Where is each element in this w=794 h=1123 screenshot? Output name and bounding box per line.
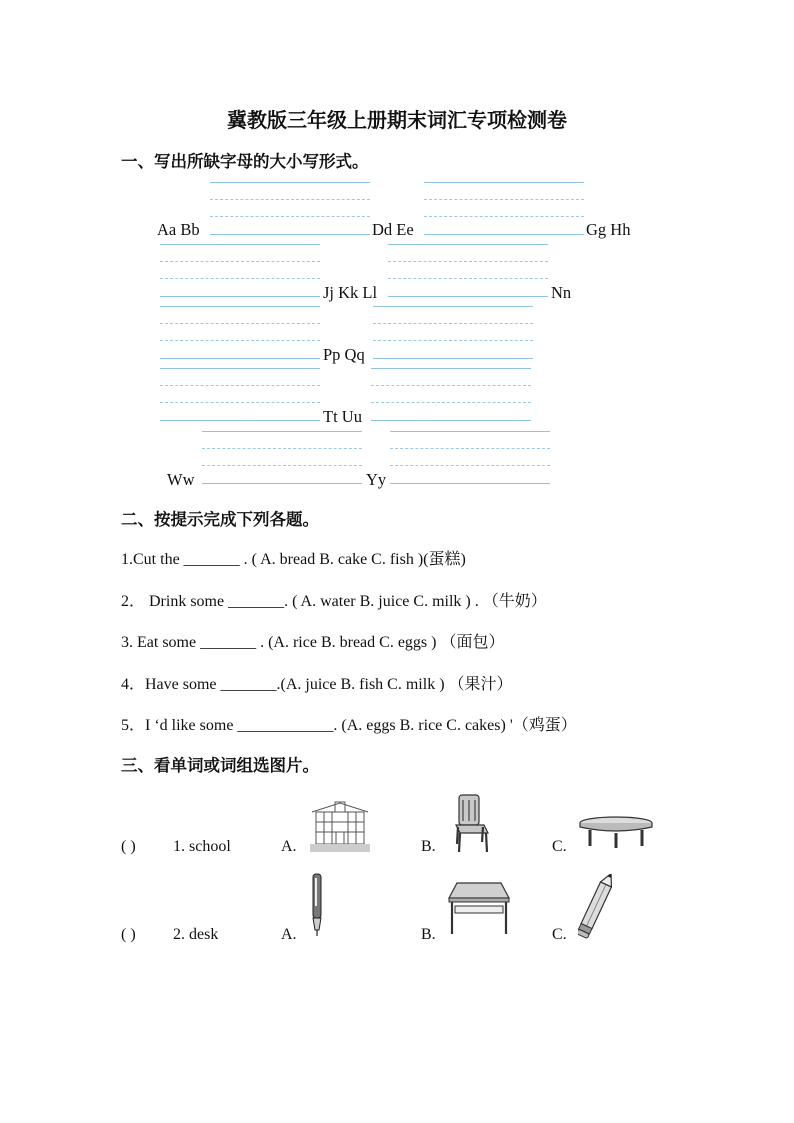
- writing-line-9[interactable]: [202, 431, 362, 485]
- word-desk: 2. desk: [173, 926, 219, 943]
- letters-yy: Yy: [366, 470, 387, 489]
- section-2-heading: 二、按提示完成下列各题。: [121, 510, 319, 529]
- option-a-label-2: A.: [281, 926, 297, 943]
- option-a-label: A.: [281, 838, 297, 855]
- writing-line-8[interactable]: [371, 368, 531, 422]
- question-4: 4．Have some _______.(A. juice B. fish C. milk ) （果汁）: [121, 676, 513, 693]
- chair-icon[interactable]: [450, 792, 490, 854]
- writing-line-4[interactable]: [388, 244, 548, 298]
- answer-paren-2[interactable]: ( ): [121, 926, 136, 943]
- letters-ww: Ww: [167, 470, 195, 489]
- letters-dd-ee: Dd Ee: [372, 220, 414, 239]
- page-title: 冀教版三年级上册期末词汇专项检测卷: [227, 110, 567, 132]
- option-b-label: B.: [421, 838, 436, 855]
- word-school: 1. school: [173, 838, 231, 855]
- writing-line-2[interactable]: [424, 182, 584, 236]
- letters-aa-bb: Aa Bb: [157, 220, 200, 239]
- writing-line-10[interactable]: [390, 431, 550, 485]
- question-2: 2． Drink some _______. ( A. water B. juice C. milk ) . （牛奶）: [121, 593, 547, 610]
- writing-line-6[interactable]: [373, 306, 533, 360]
- question-1: 1.Cut the _______ . ( A. bread B. cake C. fish )(蛋糕): [121, 551, 466, 568]
- option-c-label: C.: [552, 838, 567, 855]
- section-3-heading: 三、看单词或词组选图片。: [121, 756, 319, 775]
- pencil-icon[interactable]: [578, 874, 612, 942]
- school-building-icon[interactable]: [310, 798, 370, 854]
- writing-line-1[interactable]: [210, 182, 370, 236]
- writing-line-5[interactable]: [160, 306, 320, 360]
- table-icon[interactable]: [578, 816, 654, 850]
- letters-pp-qq: Pp Qq: [323, 345, 365, 364]
- writing-line-3[interactable]: [160, 244, 320, 298]
- question-5: 5．I ‘d like some ____________. (A. eggs B. rice C. cakes) '（鸡蛋）: [121, 717, 577, 734]
- letters-gg-hh: Gg Hh: [586, 220, 631, 239]
- pen-icon[interactable]: [310, 872, 324, 938]
- answer-paren-1[interactable]: ( ): [121, 838, 136, 855]
- option-c-label-2: C.: [552, 926, 567, 943]
- writing-line-7[interactable]: [160, 368, 320, 422]
- option-b-label-2: B.: [421, 926, 436, 943]
- letters-tt-uu: Tt Uu: [323, 407, 362, 426]
- letters-nn: Nn: [551, 283, 572, 302]
- letters-jj-kk-ll: Jj Kk Ll: [323, 283, 378, 302]
- section-1-heading: 一、写出所缺字母的大小写形式。: [121, 152, 369, 171]
- desk-icon[interactable]: [447, 880, 511, 936]
- question-3: 3. Eat some _______ . (A. rice B. bread C. eggs ) （面包）: [121, 634, 505, 651]
